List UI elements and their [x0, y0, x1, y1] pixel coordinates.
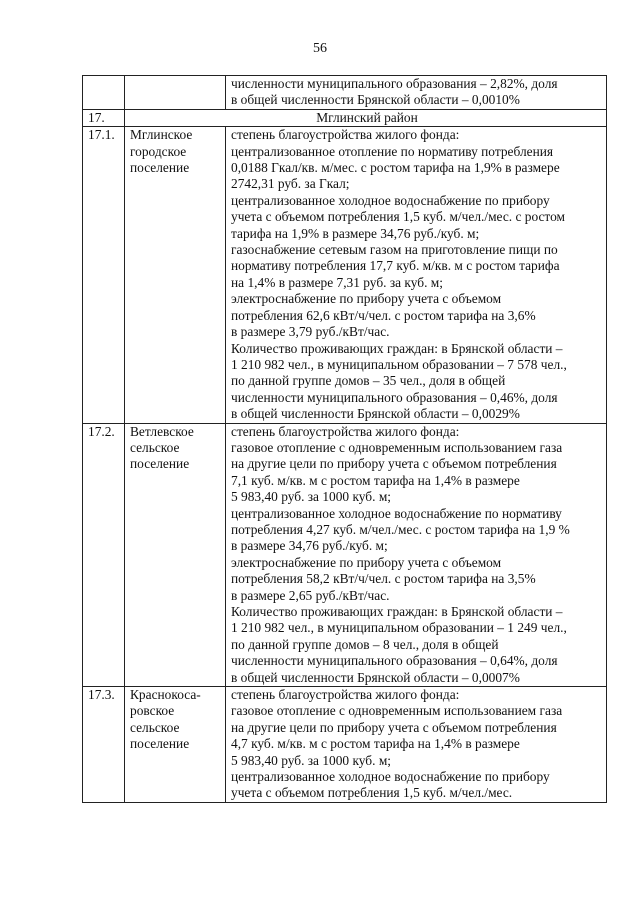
settlement-name-line: ровское — [130, 703, 175, 719]
description-line: по данной группе домов – 35 чел., доля в общей — [231, 373, 506, 389]
settlement-name — [125, 687, 226, 803]
description-line: в размере 2,65 руб./кВт/час. — [231, 587, 390, 603]
entry-number: 17.2. — [83, 423, 125, 687]
description-line: потребления 62,6 кВт/ч/чел. с ростом тарифа на 3,6% — [231, 307, 536, 323]
description-line: Количество проживающих граждан: в Брянской области – — [231, 340, 563, 356]
description-line: в размере 34,76 руб./куб. м; — [231, 538, 388, 554]
description-line: в общей численности Брянской области – 0,0007% — [231, 669, 520, 685]
description-line: 7,1 куб. м/кв. м с ростом тарифа на 1,4% в размере — [231, 472, 520, 488]
description-line: нормативу потребления 17,7 куб. м/кв. м с ростом тарифа — [231, 258, 560, 274]
description-line: потребления 4,27 куб. м/чел./мес. с ростом тарифа на 1,9 % — [231, 521, 570, 537]
description-line: 2742,31 руб. за Гкал; — [231, 176, 350, 192]
description-line: 4,7 куб. м/кв. м с ростом тарифа на 1,4% в размере — [231, 736, 520, 752]
description-line: на другие цели по прибору учета с объемом потребления — [231, 719, 557, 735]
description-line: 1 210 982 чел., в муниципальном образовании – 1 249 чел., — [231, 620, 567, 636]
description-line: 1 210 982 чел., в муниципальном образовании – 7 578 чел., — [231, 356, 567, 372]
description-line: численности муниципального образования – 2,82%, доля — [231, 76, 558, 91]
description-line: в общей численности Брянской области – 0,0010% — [231, 92, 520, 108]
description-line: централизованное холодное водоснабжение по прибору — [231, 192, 550, 208]
settlement-name — [125, 423, 226, 687]
description-line: в размере 3,79 руб./кВт/час. — [231, 324, 390, 340]
description-line: 5 983,40 руб. за 1000 куб. м; — [231, 489, 392, 505]
description-line: тарифа на 1,9% в размере 34,76 руб./куб. м; — [231, 225, 480, 241]
tariff-description — [226, 423, 607, 687]
entry-number — [83, 76, 125, 110]
settlement-name — [125, 76, 226, 110]
settlement-name-line: поселение — [130, 736, 190, 752]
description-line: централизованное холодное водоснабжение по прибору — [231, 769, 550, 785]
tariff-description — [226, 76, 607, 110]
entry-number: 17.3. — [83, 687, 125, 803]
settlement-name-line: Краснокоса- — [130, 687, 201, 703]
tariff-table — [82, 75, 607, 803]
settlement-name-line: Мглинское — [130, 127, 193, 143]
region-row — [83, 109, 607, 126]
description-line: учета с объемом потребления 1,5 куб. м/чел./мес. с ростом — [231, 209, 566, 225]
description-line: степень благоустройства жилого фонда: — [231, 423, 460, 439]
description-line: на 1,4% в размере 7,31 руб. за куб. м; — [231, 274, 443, 290]
description-line: электроснабжение по прибору учета с объемом — [231, 554, 502, 570]
settlement-name-line: сельское — [130, 439, 180, 455]
settlement-name-line: поселение — [130, 456, 190, 472]
settlement-name-line: сельское — [130, 719, 180, 735]
description-line: централизованное холодное водоснабжение по нормативу — [231, 505, 562, 521]
settlement-name-line: поселение — [130, 160, 190, 176]
continuation-row — [83, 76, 607, 110]
description-line: газоснабжение сетевым газом на приготовление пищи по — [231, 242, 558, 258]
description-line: Количество проживающих граждан: в Брянской области – — [231, 604, 563, 619]
tariff-description — [226, 687, 607, 803]
settlement-name — [125, 127, 226, 423]
region-number: 17. — [83, 109, 125, 126]
description-line: по данной группе домов – 8 чел., доля в общей — [231, 636, 499, 652]
description-line: электроснабжение по прибору учета с объемом — [231, 291, 502, 307]
description-line: на другие цели по прибору учета с объемом потребления — [231, 456, 557, 472]
description-line: 5 983,40 руб. за 1000 куб. м; — [231, 752, 392, 768]
settlement-name-line: городское — [130, 143, 187, 159]
description-line: газовое отопление с одновременным использованием газа — [231, 439, 563, 455]
description-line: учета с объемом потребления 1,5 куб. м/чел./мес. — [231, 785, 513, 801]
settlement-row — [83, 687, 607, 803]
description-line: степень благоустройства жилого фонда: — [231, 127, 460, 143]
description-line: численности муниципального образования – 0,46%, доля — [231, 389, 558, 405]
entry-number: 17.1. — [83, 127, 125, 423]
page-number: 56 — [313, 41, 327, 56]
description-line: потребления 58,2 кВт/ч/чел. с ростом тарифа на 3,5% — [231, 571, 536, 587]
description-line: централизованное отопление по нормативу потребления — [231, 143, 554, 159]
settlement-row — [83, 423, 607, 687]
description-line: численности муниципального образования – 0,64%, доля — [231, 653, 558, 669]
region-title: Мглинский район — [125, 109, 607, 126]
description-line: в общей численности Брянской области – 0,0029% — [231, 406, 520, 422]
settlement-row — [83, 127, 607, 423]
settlement-name-line: Ветлевское — [130, 423, 194, 439]
description-line: степень благоустройства жилого фонда: — [231, 687, 460, 703]
description-line: 0,0188 Гкал/кв. м/мес. с ростом тарифа на 1,9% в размере — [231, 160, 560, 176]
description-line: газовое отопление с одновременным использованием газа — [231, 703, 563, 719]
tariff-description — [226, 127, 607, 423]
